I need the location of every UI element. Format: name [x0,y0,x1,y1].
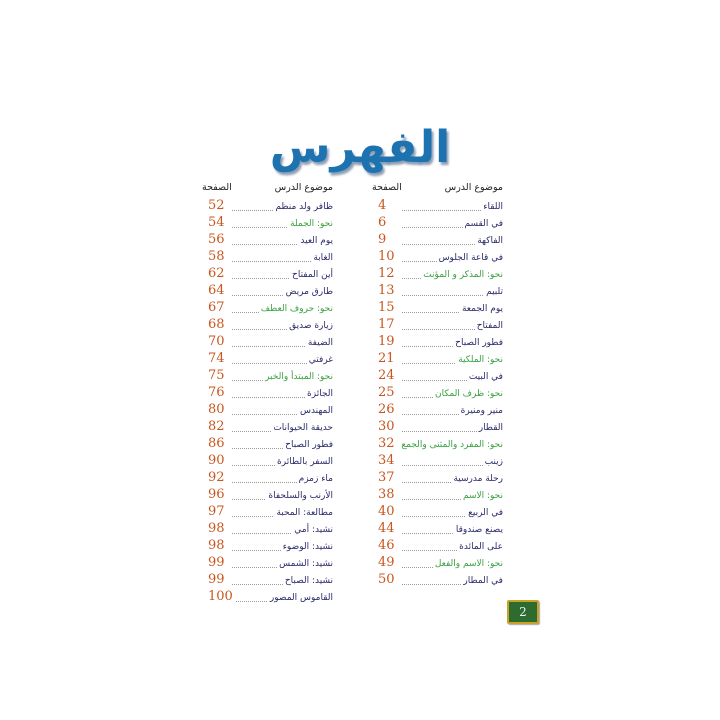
toc-entry[interactable] [200,402,335,419]
toc-entry-topic: طارق مريض [285,287,333,297]
toc-entry-topic: زيارة صديق [289,321,333,331]
toc-entry-page: 50 [378,572,395,587]
toc-entry-page: 26 [378,402,395,417]
toc-entry-topic: في المطار [463,576,503,586]
toc-entry-page: 6 [378,215,387,230]
toc-entry-topic: نحو: الاسم [462,491,503,501]
toc-entry-page: 34 [378,453,395,468]
toc-entry-page: 49 [378,555,395,570]
toc-entry-topic: نحو: ظرف المكان [435,389,503,399]
toc-entry-page: 44 [378,521,395,536]
toc-entry-page: 76 [208,385,225,400]
toc-entry-topic: الفاكهة [477,236,503,246]
topic-header: موضوع الدرس [444,182,503,193]
toc-entry-topic: في الربيع [468,508,503,518]
toc-entry[interactable] [370,198,505,215]
toc-entry[interactable] [200,453,335,470]
toc-entry-page: 98 [208,538,225,553]
toc-entry[interactable] [200,385,335,402]
toc-entry-page: 92 [208,470,225,485]
toc-entry[interactable] [370,521,505,538]
toc-rows-right [370,198,505,589]
toc-entry-topic: نحو: المفرد والمثنى والجمع [401,440,503,450]
toc-entry[interactable] [200,419,335,436]
toc-entry-topic: في القسم [464,219,503,229]
toc-entry-page: 19 [378,334,395,349]
toc-entry-page: 100 [208,589,233,604]
toc-entry-topic: الضيفة [307,338,333,348]
toc-entry-topic: منير ومنيرة [460,406,503,416]
toc-entry-page: 17 [378,317,395,332]
dotted-leader [402,295,497,296]
toc-entry-topic: نحو: حروف العطف [260,304,333,314]
toc-entry-page: 24 [378,368,395,383]
toc-entry-topic: القطار [478,423,503,433]
toc-entry-topic: ظافر ولد منظم [275,202,333,212]
toc-entry[interactable] [200,266,335,283]
toc-entry-page: 97 [208,504,225,519]
toc-entry[interactable] [200,249,335,266]
toc-entry[interactable] [370,351,505,368]
column-header [200,182,335,198]
toc-column-left [200,182,335,606]
toc-entry[interactable] [370,334,505,351]
toc-entry-topic: نشيد: الشمس [279,559,333,569]
toc-entry-topic: الغابة [313,253,333,263]
toc-entry[interactable] [370,470,505,487]
toc-entry[interactable] [200,487,335,504]
toc-entry[interactable] [370,317,505,334]
toc-entry-topic: نشيد: الوضوء [282,542,333,552]
toc-entry[interactable] [370,215,505,232]
toc-entry-page: 40 [378,504,395,519]
toc-entry-page: 98 [208,521,225,536]
toc-entry[interactable] [370,572,505,589]
toc-entry-page: 58 [208,249,225,264]
toc-entry-page: 90 [208,453,225,468]
toc-entry-page: 12 [378,266,395,281]
toc-entry-topic: الجائزة [307,389,333,399]
toc-entry[interactable] [200,589,335,606]
toc-entry[interactable] [200,232,335,249]
toc-entry-page: 67 [208,300,225,315]
toc-entry-topic: في قاعة الجلوس [438,253,503,263]
toc-entry-page: 38 [378,487,395,502]
page-title: الفهرس [269,122,451,173]
toc-entry[interactable] [370,487,505,504]
toc-entry-topic: نحو: المذكر و المؤنث [423,270,503,280]
topic-header: موضوع الدرس [274,182,333,193]
toc-entry-page: 80 [208,402,225,417]
toc-entry-page: 30 [378,419,395,434]
toc-entry-topic: الأرنب والسلحفاة [268,491,333,501]
toc-rows-left [200,198,335,606]
toc-entry-page: 70 [208,334,225,349]
toc-entry[interactable] [370,453,505,470]
toc-entry-topic: نحو: الملكية [458,355,503,365]
toc-entry[interactable] [370,266,505,283]
toc-entry[interactable] [200,198,335,215]
toc-entry-page: 68 [208,317,225,332]
toc-entry[interactable] [370,436,505,453]
toc-entry-topic: نحو: الجملة [290,219,333,229]
toc-entry[interactable] [370,368,505,385]
toc-entry[interactable] [200,283,335,300]
toc-entry-topic: يوم الجمعة [461,304,503,314]
toc-entry[interactable] [200,368,335,385]
toc-entry[interactable] [370,504,505,521]
toc-entry-topic: القاموس المصور [269,593,333,603]
toc-entry[interactable] [200,334,335,351]
toc-entry-topic: زينب [484,457,503,467]
toc-entry[interactable] [200,215,335,232]
toc-entry-page: 56 [208,232,225,247]
toc-entry[interactable] [370,232,505,249]
toc-entry-topic: رحلة مدرسية [453,474,503,484]
toc-entry[interactable] [370,538,505,555]
toc-entry-topic: مطالعة: المحبة [276,508,333,518]
toc-entry-page: 25 [378,385,395,400]
toc-entry-topic: غرفتي [308,355,333,365]
toc-entry[interactable] [200,504,335,521]
toc-entry-topic: فطور الصباح [455,338,503,348]
toc-entry[interactable] [370,283,505,300]
toc-entry-page: 62 [208,266,225,281]
toc-entry-topic: نشيد: الصباح [284,576,333,586]
toc-entry-topic: تلبيم [486,287,503,297]
toc-entry-page: 32 [378,436,395,451]
toc-entry-topic: المهندس [299,406,333,416]
toc-entry[interactable] [370,249,505,266]
toc-entry-page: 52 [208,198,225,213]
toc-entry[interactable] [200,300,335,317]
toc-entry[interactable] [200,470,335,487]
toc-entry-topic: فطور الصباح [285,440,333,450]
column-header [370,182,505,198]
toc-entry-topic: أين المفتاح [292,270,333,280]
toc-entry-page: 82 [208,419,225,434]
toc-entry-topic: يوم العيد [300,236,333,246]
page-header: الصفحة [202,182,232,193]
toc-entry-topic: اللقاء [483,202,503,212]
toc-entry-topic: على المائدة [459,542,503,552]
toc-entry-page: 74 [208,351,225,366]
toc-entry-page: 9 [378,232,387,247]
toc-entry[interactable] [200,351,335,368]
toc-entry[interactable] [200,436,335,453]
toc-entry-page: 13 [378,283,395,298]
toc-entry-topic: يصنع صندوقا [455,525,503,535]
toc-entry[interactable] [200,538,335,555]
toc-entry[interactable] [370,555,505,572]
toc-entry-topic: السفر بالطائرة [277,457,333,467]
toc-entry-page: 99 [208,572,225,587]
toc-entry-page: 37 [378,470,395,485]
toc-entry[interactable] [200,317,335,334]
toc-entry-topic: في البيت [468,372,503,382]
toc-column-right [370,182,505,589]
toc-entry-page: 54 [208,215,225,230]
toc-entry[interactable] [200,521,335,538]
toc-entry[interactable] [200,572,335,589]
toc-entry-page: 96 [208,487,225,502]
toc-entry-page: 64 [208,283,225,298]
toc-entry-topic: حديقة الحيوانات [273,423,333,433]
toc-entry-page: 4 [378,198,387,213]
toc-entry[interactable] [200,555,335,572]
toc-entry[interactable] [370,402,505,419]
toc-entry-topic: ماء زمزم [298,474,333,484]
toc-entry-page: 15 [378,300,395,315]
toc-entry-topic: نحو: الاسم والفعل [434,559,503,569]
toc-entry[interactable] [370,385,505,402]
page-header: الصفحة [372,182,402,193]
toc-entry[interactable] [370,300,505,317]
page-number-badge: 2 [507,600,539,624]
toc-entry-page: 86 [208,436,225,451]
toc-entry-page: 46 [378,538,395,553]
toc-entry-topic: المفتاح [476,321,503,331]
toc-entry-page: 75 [208,368,225,383]
toc-entry-topic: نحو: المبتدأ والخبر [265,372,333,382]
toc-entry-page: 21 [378,351,395,366]
toc-entry-page: 99 [208,555,225,570]
toc-entry-topic: نشيد: أمي [294,525,333,535]
toc-entry-page: 10 [378,249,395,264]
toc-entry[interactable] [370,419,505,436]
